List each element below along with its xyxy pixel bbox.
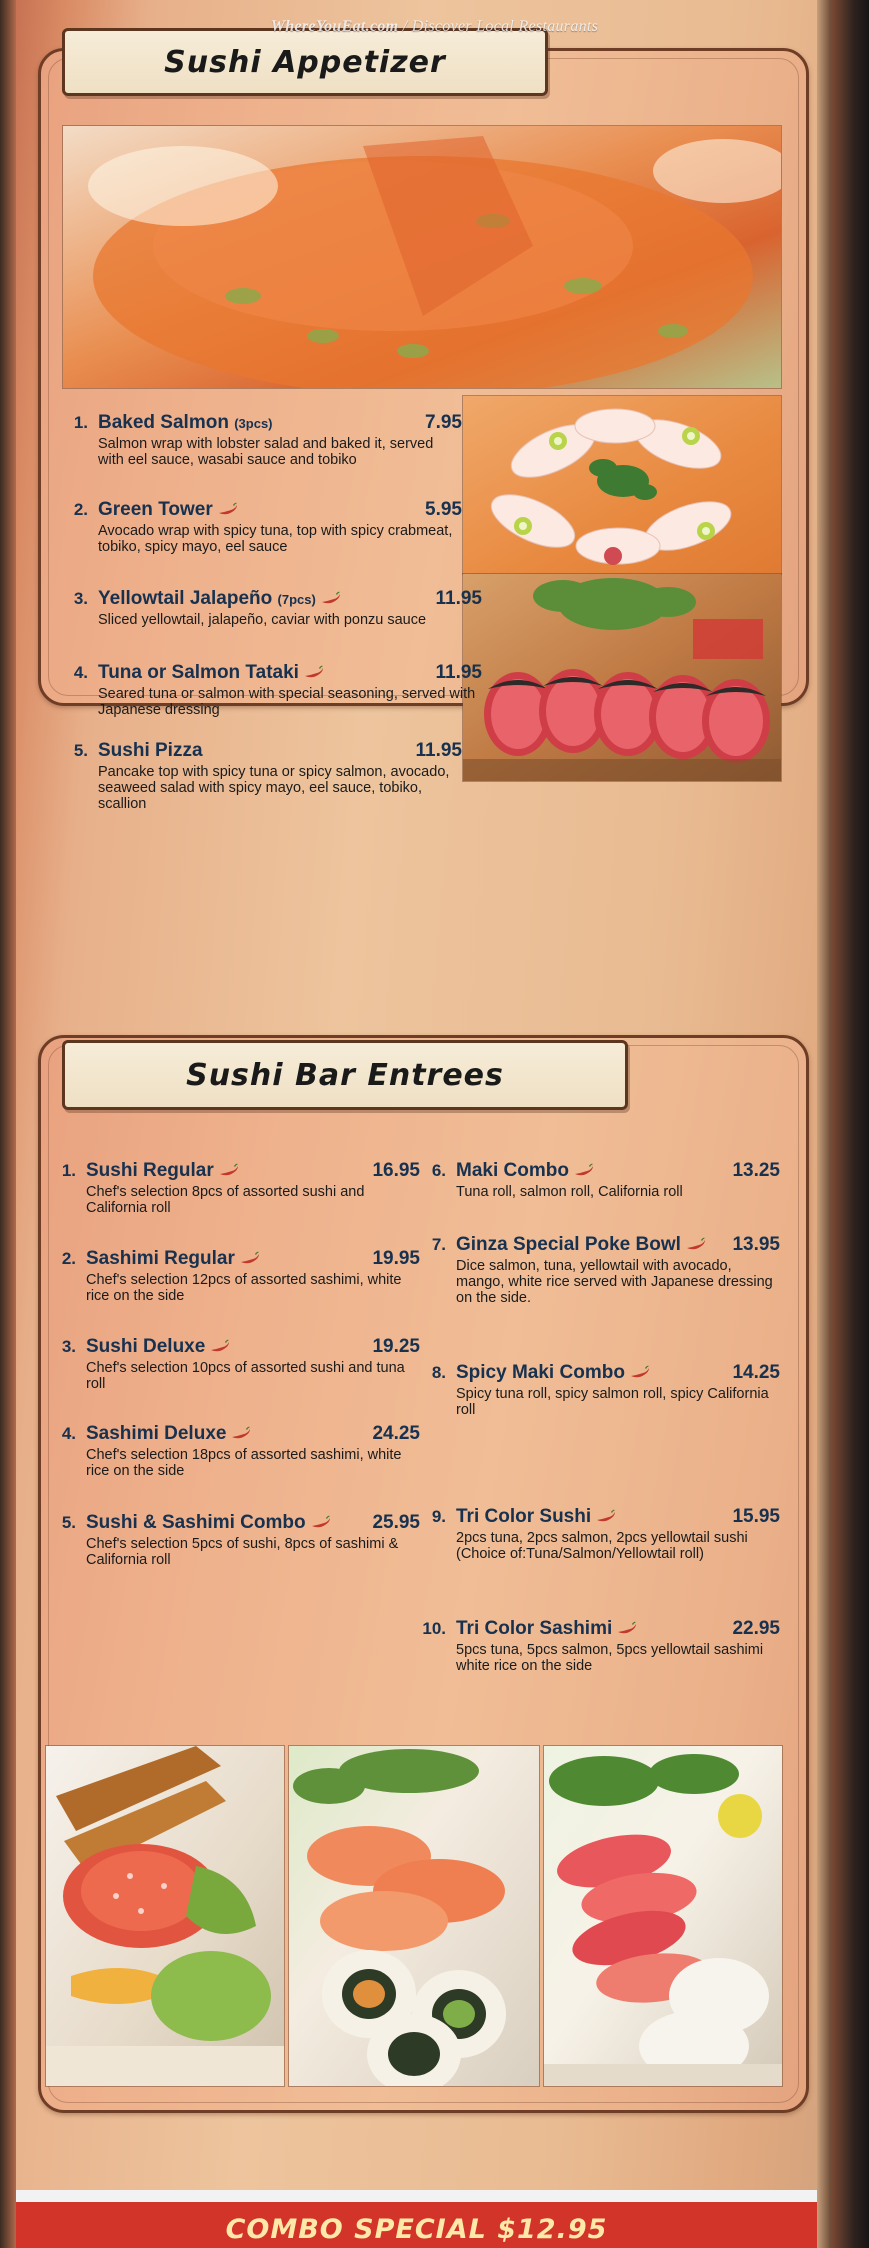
menu-item[interactable]	[50, 1160, 420, 1216]
menu-item[interactable]	[50, 1336, 420, 1392]
item-name: Sushi Regular	[86, 1160, 244, 1182]
spicy-chili-icon	[616, 1623, 638, 1635]
item-price: 16.95	[372, 1160, 420, 1181]
item-price: 24.25	[372, 1423, 420, 1444]
item-price: 7.95	[425, 412, 462, 433]
menu-item[interactable]	[420, 1160, 780, 1200]
bottom-banner-text: COMBO SPECIAL $12.95	[225, 2214, 608, 2245]
spicy-chili-icon	[310, 1517, 332, 1529]
menu-item[interactable]	[50, 1248, 420, 1304]
menu-item[interactable]	[50, 1423, 420, 1479]
item-description: Spicy tuna roll, spicy salmon roll, spicy California roll	[456, 1386, 769, 1419]
item-description: Dice salmon, tuna, yellowtail with avocado, mango, white rice served with Japanese dressing on the side.	[456, 1258, 773, 1307]
photo-sushi-pizza	[62, 125, 782, 389]
item-price: 11.95	[435, 588, 482, 609]
page-right-edge-inner	[817, 0, 831, 2248]
spicy-chili-icon	[629, 1367, 651, 1379]
item-description: Tuna roll, salmon roll, California roll	[456, 1184, 683, 1200]
item-price: 22.95	[732, 1618, 780, 1639]
item-name: Maki Combo	[456, 1160, 599, 1182]
item-name: Sushi Deluxe	[86, 1336, 235, 1358]
item-description: Salmon wrap with lobster salad and baked it, served with eel sauce, wasabi sauce and tobiko	[98, 436, 434, 469]
item-number: 5.	[73, 741, 88, 760]
section-title-sushi-appetizer	[62, 28, 548, 96]
item-price: 11.95	[415, 740, 462, 761]
item-price: 5.95	[425, 499, 462, 520]
photo-tuna-tataki	[462, 573, 782, 782]
menu-item[interactable]	[62, 412, 462, 468]
spicy-chili-icon	[303, 667, 325, 679]
spicy-chili-icon	[320, 593, 342, 605]
item-description: Avocado wrap with spicy tuna, top with spicy crabmeat, tobiko, spicy mayo, eel sauce	[98, 523, 453, 556]
item-number: 10.	[422, 1619, 446, 1638]
item-description: 5pcs tuna, 5pcs salmon, 5pcs yellowtail sashimi white rice on the side	[456, 1642, 764, 1675]
item-name: Green Tower	[98, 499, 243, 521]
item-name: Spicy Maki Combo	[456, 1362, 655, 1384]
item-name: Ginza Special Poke Bowl	[456, 1234, 711, 1256]
page-right-edge	[831, 0, 869, 2248]
item-number: 2.	[61, 1249, 76, 1268]
watermark-tagline: / Discover Local Restaurants	[398, 18, 599, 35]
item-number: 6.	[431, 1161, 446, 1180]
item-number: 2.	[73, 500, 88, 519]
item-description: Chef's selection 12pcs of assorted sashimi, white rice on the side	[86, 1272, 402, 1305]
item-description: Pancake top with spicy tuna or spicy salmon, avocado, seaweed salad with spicy mayo, eel sauce, tobiko, scallion	[98, 764, 450, 813]
item-number: 1.	[61, 1161, 76, 1180]
item-description: Chef's selection 18pcs of assorted sashimi, white rice on the side	[86, 1447, 402, 1480]
item-name: Baked Salmon (3pcs)	[98, 412, 273, 433]
menu-item[interactable]	[62, 588, 482, 628]
item-price: 14.25	[732, 1362, 780, 1383]
item-number: 3.	[73, 589, 88, 608]
menu-item[interactable]	[62, 740, 462, 813]
spicy-chili-icon	[209, 1341, 231, 1353]
item-price: 19.95	[372, 1248, 420, 1269]
spicy-chili-icon	[239, 1253, 261, 1265]
item-price: 19.25	[372, 1336, 420, 1357]
item-name: Sashimi Deluxe	[86, 1423, 256, 1445]
item-description: Chef's selection 10pcs of assorted sushi and tuna roll	[86, 1360, 405, 1393]
item-name: Tri Color Sushi	[456, 1506, 621, 1528]
item-price: 15.95	[732, 1506, 780, 1527]
menu-item[interactable]	[420, 1506, 780, 1562]
spicy-chili-icon	[230, 1428, 252, 1440]
item-description: Chef's selection 8pcs of assorted sushi and California roll	[86, 1184, 365, 1217]
item-number: 3.	[61, 1337, 76, 1356]
menu-item[interactable]	[412, 1618, 780, 1674]
item-price: 11.95	[435, 662, 482, 683]
item-number: 4.	[73, 663, 88, 682]
item-name: Sushi Pizza	[98, 740, 203, 761]
item-name: Sashimi Regular	[86, 1248, 265, 1270]
bottom-banner	[16, 2202, 817, 2248]
section-title-sushi-bar-entrees	[62, 1040, 628, 1110]
item-price: 25.95	[372, 1512, 420, 1533]
item-name: Yellowtail Jalapeño (7pcs)	[98, 588, 346, 610]
menu-item[interactable]	[420, 1362, 780, 1418]
spicy-chili-icon	[217, 504, 239, 516]
section-title-text: Sushi Appetizer	[164, 44, 446, 80]
section-title-text: Sushi Bar Entrees	[186, 1057, 504, 1093]
item-number: 4.	[61, 1424, 76, 1443]
photo-sushi-rolls	[288, 1745, 540, 2087]
photo-yellowtail-jalapeno	[462, 395, 782, 575]
item-description: Sliced yellowtail, jalapeño, caviar with ponzu sauce	[98, 612, 427, 628]
item-number: 1.	[73, 413, 88, 432]
spicy-chili-icon	[685, 1239, 707, 1251]
item-name: Tuna or Salmon Tataki	[98, 662, 329, 684]
menu-item[interactable]	[62, 499, 462, 555]
item-name: Tri Color Sashimi	[456, 1618, 642, 1640]
spicy-chili-icon	[595, 1511, 617, 1523]
page-left-edge	[0, 0, 16, 2248]
item-name: Sushi & Sashimi Combo	[86, 1512, 336, 1534]
item-number: 5.	[61, 1513, 76, 1532]
photo-sashimi-platter	[543, 1745, 783, 2087]
item-price: 13.25	[732, 1160, 780, 1181]
item-number: 7.	[431, 1235, 446, 1254]
item-number: 9.	[431, 1507, 446, 1526]
spicy-chili-icon	[218, 1165, 240, 1177]
item-description: Chef's selection 5pcs of sushi, 8pcs of sashimi & California roll	[86, 1536, 399, 1569]
watermark-site: WhereYouEat.com	[270, 18, 399, 35]
menu-item[interactable]	[420, 1234, 780, 1307]
spicy-chili-icon	[573, 1165, 595, 1177]
item-price: 13.95	[732, 1234, 780, 1255]
watermark	[0, 18, 869, 36]
item-number: 8.	[431, 1363, 446, 1382]
menu-item[interactable]	[62, 662, 482, 718]
menu-item[interactable]	[50, 1512, 420, 1568]
photo-poke-bowl	[45, 1745, 285, 2087]
item-description: 2pcs tuna, 2pcs salmon, 2pcs yellowtail sushi (Choice of:Tuna/Salmon/Yellowtail roll)	[456, 1530, 748, 1563]
item-description: Seared tuna or salmon with special seasoning, served with Japanese dressing	[98, 686, 476, 719]
